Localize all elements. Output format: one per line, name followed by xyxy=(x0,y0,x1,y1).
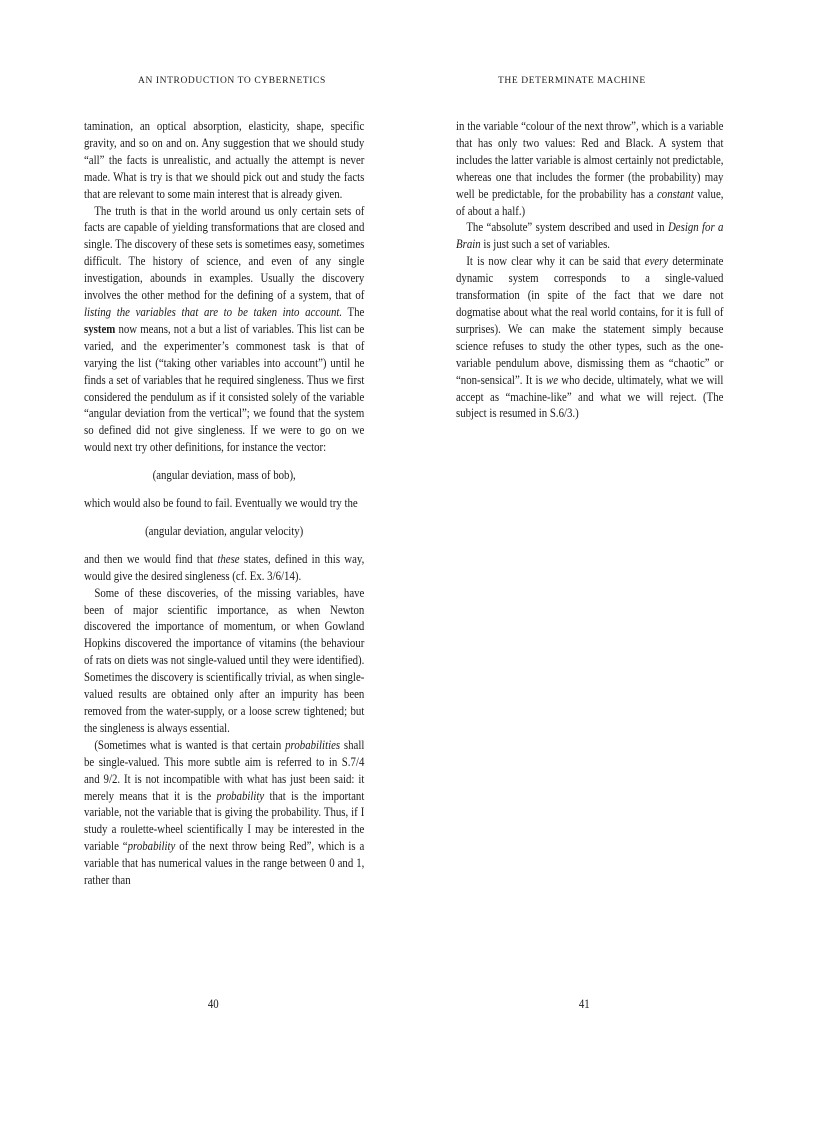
paragraph-text: The “absolute” system described and used in xyxy=(466,220,668,235)
emphasis-text: constant xyxy=(656,186,694,201)
emphasis-text: probabilities xyxy=(285,737,341,752)
paragraph-text: of the next throw being Red”, which is a variable that has numerical values in the range between 0 and 1, rather than xyxy=(84,839,365,888)
emphasis-text: we xyxy=(545,372,559,387)
paragraph-text: The truth is that in the world around us only certain sets of facts are capable of yielding transformations that are closed and single. The discovery of these sets is sometimes easy, sometimes difficult. The history of science, and even of any single investigation, abounds in examples. Usually the discovery involves the other method for the defining of a system, that of xyxy=(84,203,365,303)
emphasis-text: probability xyxy=(216,788,265,803)
emphasis-text: every xyxy=(644,254,669,269)
page-number-right: 41 xyxy=(578,997,590,1011)
bold-term: system xyxy=(84,321,116,336)
left-text-column xyxy=(84,118,364,889)
paragraph-text: in the variable “colour of the next throw”, which is a variable that has only two values: Red and Black. A system that includes the latter variable is almost certainly not predictable, whereas one that includes the former (the probability) may well be predictable, for the probability has a xyxy=(456,119,724,201)
page-number-left: 40 xyxy=(207,997,219,1011)
paragraph xyxy=(84,203,364,457)
paragraph-text: shall be single-valued. This more subtle aim is referred to in S.7/4 and 9/2. It is not incompatible with what has just been said: it merely means that it is the xyxy=(84,737,365,803)
vector-expression: (angular deviation, mass of bob), xyxy=(152,468,296,483)
paragraph xyxy=(84,737,364,889)
paragraph-text: It is now clear why it can be said that xyxy=(466,254,645,269)
right-text-column xyxy=(456,118,723,422)
paragraph xyxy=(456,118,723,219)
running-header-left: AN INTRODUCTION TO CYBERNETICS xyxy=(138,76,326,86)
paragraph-text: The xyxy=(342,304,365,319)
paragraph xyxy=(84,118,364,203)
paragraph-text: value, of about a half.) xyxy=(456,186,724,218)
paragraph xyxy=(84,551,364,585)
paragraph-text: determinate dynamic system corresponds to a single-valued transformation (in spite of the fact that we dare not dogmatise about what the real world contains, for it is full of surprises). We can make the statement simply because science refuses to study the other types, such as the one-variable pendulum above, dismissing them as “chaotic” or “non-sensical”. It is xyxy=(456,254,724,387)
paragraph-text: and then we would find that xyxy=(84,551,218,566)
paragraph-text: now means, not a but a list of variables. This list can be varied, and the experimenter’s commonest task is that of varying the list (“taking other variables into account”) until he finds a set of variables that he required singleness. Thus we first considered the pendulum as if it consisted solely of the variable “angular deviation from the vertical”; we found that the system so defined did not give singleness. If we were to go on we would next try other definitions, for instance the vector: xyxy=(84,321,365,455)
paragraph-text: which would also be found to fail. Eventually we would try the xyxy=(84,496,358,511)
emphasis-text: Design for a Brain xyxy=(456,220,724,252)
vector-expression: (angular deviation, angular velocity) xyxy=(145,523,304,538)
emphasis-text: listing the variables that are to be taken into account. xyxy=(84,304,343,319)
paragraph xyxy=(456,219,723,253)
paragraph xyxy=(456,253,723,422)
paragraph-text: that is the important variable, not the variable that is giving the probability. Thus, if I study a roulette-wheel scientifically I may be interested in the variable “ xyxy=(84,788,365,854)
emphasis-text: probability xyxy=(127,839,176,854)
paragraph xyxy=(84,495,364,512)
paragraph-text: states, defined in this way, would give the desired singleness (cf. Ex. 3/6/14). xyxy=(84,551,365,583)
paragraph-text: tamination, an optical absorption, elasticity, shape, specific gravity, and so on and on. Any suggestion that we should study “all” the facts is unrealistic, and actually the attempt is never made. What is try is that we should pick out and study the facts that are relevant to some main interest that is already given. xyxy=(84,119,365,201)
paragraph-text: is just such a set of variables. xyxy=(480,237,611,252)
running-header-right: THE DETERMINATE MACHINE xyxy=(498,76,646,86)
paragraph-text: who decide, ultimately, what we will accept as “machine-like” and what we will reject. (The subject is resumed in S.6/3.) xyxy=(456,372,724,421)
paragraph-text: (Sometimes what is wanted is that certain xyxy=(94,737,286,752)
paragraph xyxy=(84,585,364,737)
emphasis-text: these xyxy=(217,551,240,566)
paragraph-text: Some of these discoveries, of the missing variables, have been of major scientific importance, as when Newton discovered the importance of momentum, or when Gowland Hopkins discovered the importance of vitamins (the behaviour of rats on diets was not single-valued until they were identified). Sometimes the discovery is scientifically trivial, as when single-valued results are obtained only after an impurity has been removed from the water-supply, or a loose screw tightened; but the singleness is always essential. xyxy=(84,585,365,735)
